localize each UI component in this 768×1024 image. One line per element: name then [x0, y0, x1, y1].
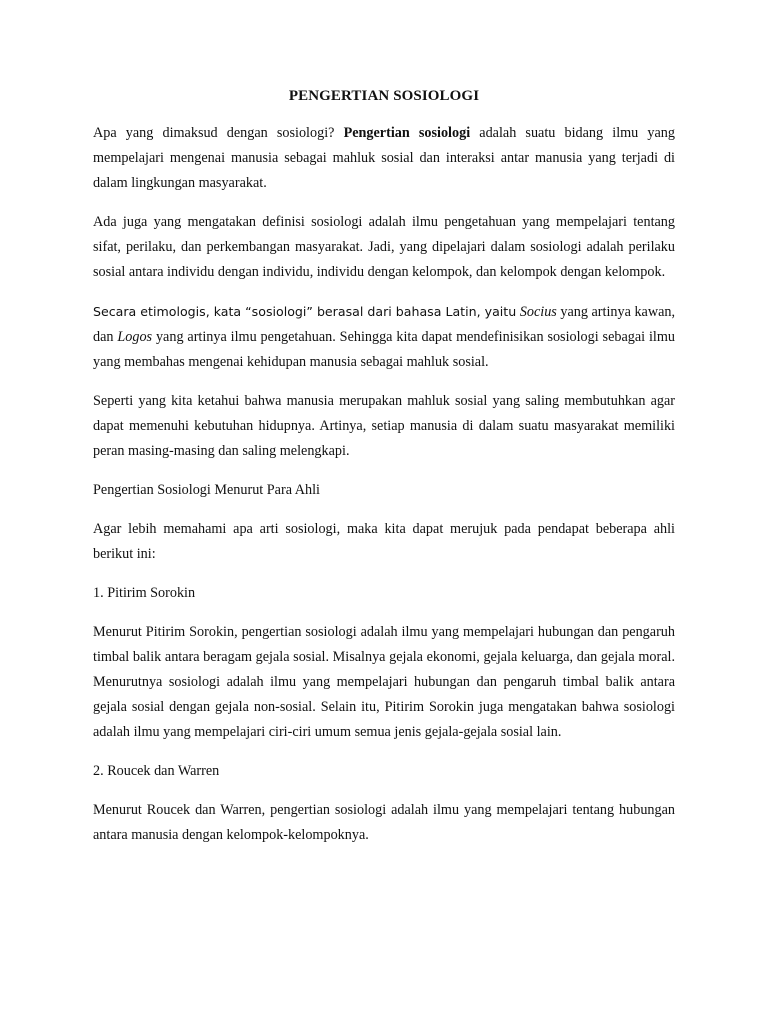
subheading-roucek-warren: 2. Roucek dan Warren	[93, 763, 220, 779]
paragraph-alternative-definition: Ada juga yang mengatakan definisi sosiologi adalah ilmu pengetahuan yang mempelajari tentang sifat, perilaku, dan perkembangan masyarakat. Jadi, yang dipelajari dalam sosiologi adalah perilaku sosial antara individu dengan individu, individu dengan kelompok, dan kelompok dengan kelompok.	[93, 214, 675, 280]
paragraph-definition-rest: adalah suatu bidang ilmu yang mempelajari mengenai manusia sebagai mahluk sosial dan interaksi antar manusia yang terjadi di dalam lingkungan masyarakat.	[93, 125, 675, 191]
paragraph-definition-intro: Apa yang dimaksud dengan sosiologi?	[93, 125, 344, 141]
paragraph-etymology-middle: yang artinya kawan, dan	[93, 304, 676, 345]
document-title: PENGERTIAN SOSIOLOGI	[288, 88, 480, 104]
paragraph-etymology-rest: yang artinya ilmu pengetahuan. Sehingga kita dapat mendefinisikan sosiologi sebagai ilmu yang membahas mengenai kehidupan manusia sebagai mahluk sosial.	[93, 329, 675, 370]
paragraph-sorokin: Menurut Pitirim Sorokin, pengertian sosiologi adalah ilmu yang mempelajari hubungan dan pengaruh timbal balik antara beragam gejala sosial. Misalnya gejala ekonomi, gejala keluarga, dan gejala moral. Menurutnya sosiologi adalah ilmu yang mempelajari hubungan dan pengaruh timbal balik antara gejala sosial dengan gejala non-sosial. Selain itu, Pitirim Sorokin juga mengatakan bahwa sosiologi adalah ilmu yang mempelajari ciri-ciri umum semua jenis gejala-gejala sosial lain.	[93, 624, 675, 740]
term-logos: Logos	[117, 329, 153, 345]
paragraph-social-beings: Seperti yang kita ketahui bahwa manusia merupakan mahluk sosial yang saling membutuhkan agar dapat memenuhi kebutuhan hidupnya. Artinya, setiap manusia di dalam suatu masyarakat memiliki peran masing-masing dan saling melengkapi.	[93, 393, 675, 459]
paragraph-etymology-intro: Secara etimologis, kata “sosiologi” berasal dari bahasa Latin, yaitu	[93, 304, 517, 319]
paragraph-etymology	[93, 299, 675, 375]
document-page	[93, 88, 675, 862]
paragraph-roucek-warren: Menurut Roucek dan Warren, pengertian sosiologi adalah ilmu yang mempelajari tentang hubungan antara manusia dengan kelompok-kelompoknya.	[93, 802, 675, 843]
paragraph-experts-intro: Agar lebih memahami apa arti sosiologi, maka kita dapat merujuk pada pendapat beberapa ahli berikut ini:	[93, 521, 675, 562]
paragraph-definition-bold-term: Pengertian sosiologi	[343, 125, 471, 141]
subheading-sorokin: 1. Pitirim Sorokin	[93, 585, 196, 601]
section-heading-experts: Pengertian Sosiologi Menurut Para Ahli	[93, 482, 320, 498]
paragraph-definition	[93, 121, 675, 196]
term-socius: Socius	[519, 304, 557, 320]
